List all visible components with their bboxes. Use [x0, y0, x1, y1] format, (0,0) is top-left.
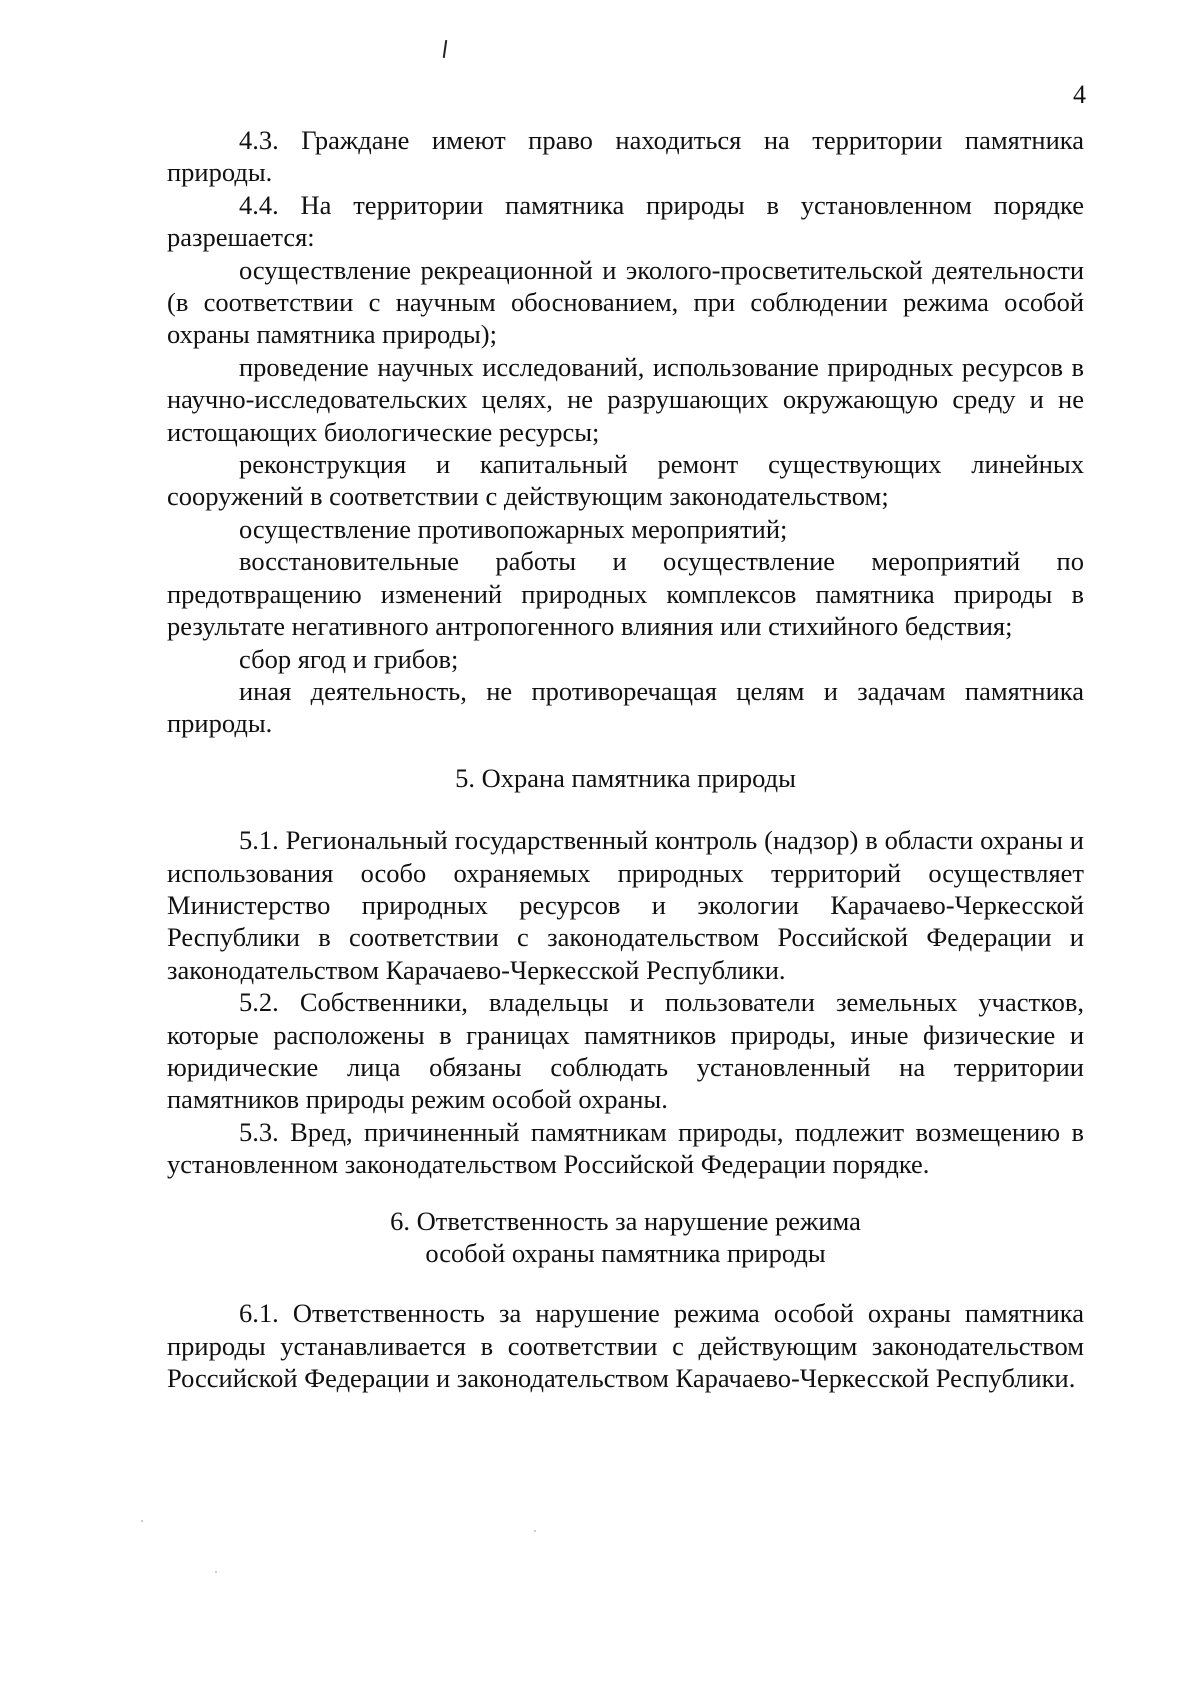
list-item-reconstruction: реконструкция и капитальный ремонт существующих линейных сооружений в соответствии с действующим законодательством; [167, 449, 1084, 512]
scan-speck [534, 1530, 536, 1532]
section-6-heading-line-2: особой охраны памятника природы [425, 1238, 826, 1268]
page-number: 4 [1073, 80, 1086, 109]
list-item-restoration: восстановительные работы и осуществление мероприятий по предотвращению изменений природных комплексов памятника природы в результате негативного антропогенного влияния или стихийного бедствия; [167, 546, 1084, 642]
list-item-berries-mushrooms: сбор ягод и грибов; [239, 643, 459, 674]
list-item-recreation: осуществление рекреационной и эколого-просветительской деятельности (в соответствии с научным обоснованием, при соблюдении режима особой охраны памятника природы); [167, 254, 1084, 350]
list-item-fire-prevention: осуществление противопожарных мероприятий; [239, 513, 788, 544]
paragraph-5-2: 5.2. Собственники, владельцы и пользователи земельных участков, которые расположены в границах памятников природы, иные физические и юридические лица обязаны соблюдать установленный на территории памятников природы режим особой охраны. [167, 987, 1084, 1115]
scan-speck [215, 1571, 217, 1573]
paragraph-5-1: 5.1. Региональный государственный контроль (надзор) в области охраны и использования особо охраняемых природных территорий осуществляет Министерство природных ресурсов и экологии Карачаево-Черкесской Республики в соответствии с законодательством Российской Федерации и законодательством Карачаево-Черкесской Республики. [167, 825, 1084, 985]
section-5-heading: 5. Охрана памятника природы [455, 762, 796, 793]
scan-mark [443, 40, 447, 58]
paragraph-4-3: 4.3. Граждане имеют право находиться на территории памятника природы. [167, 125, 1084, 188]
list-item-other-activity: иная деятельность, не противоречащая целям и задачам памятника природы. [167, 675, 1084, 739]
paragraph-4-4: 4.4. На территории памятника природы в установленном порядке разрешается: [167, 189, 1084, 253]
paragraph-6-1: 6.1. Ответственность за нарушение режима особой охраны памятника природы устанавливается в соответствии с действующим законодательством Российской Федерации и законодательством Карачаево-Черкесской Республики. [167, 1298, 1084, 1394]
paragraph-5-3: 5.3. Вред, причиненный памятникам природы, подлежит возмещению в установленном законодательством Российской Федерации порядке. [167, 1116, 1084, 1180]
scan-speck [141, 1520, 143, 1522]
section-6-heading-line-1: 6. Ответственность за нарушение режима [390, 1205, 861, 1236]
list-item-research: проведение научных исследований, использование природных ресурсов в научно-исследовательских целях, не разрушающих окружающую среду и не истощающих биологические ресурсы; [167, 351, 1084, 447]
document-body [167, 124, 1084, 1395]
section-6-heading [167, 1205, 1084, 1270]
